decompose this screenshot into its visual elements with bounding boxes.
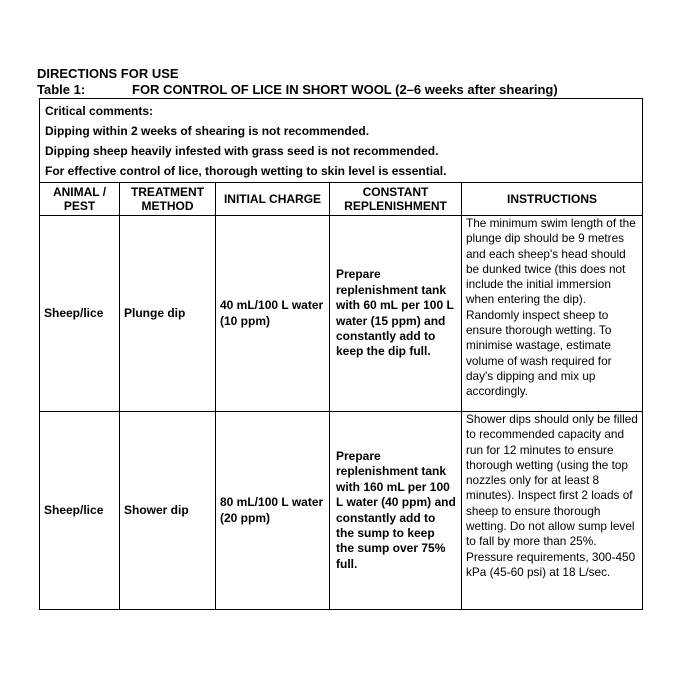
critical-comments: [40, 99, 643, 183]
critical-comment-line: Dipping within 2 weeks of shearing is not recommended.: [45, 124, 370, 138]
cell-treatment-method: Plunge dip: [120, 216, 216, 412]
cell-constant-replenishment: Prepare replenishment tank with 60 mL per 100 L water (15 ppm) and constantly add to keep the dip full.: [330, 216, 462, 412]
table-header-row: [40, 183, 643, 216]
cell-treatment-method: Shower dip: [120, 412, 216, 610]
cell-instructions: Shower dips should only be filled to recommended capacity and run for 12 minutes to ensure thorough wetting (using the top nozzles only for at least 8 minutes). Inspect first 2 loads of sheep to ensure thorough wetting. Do not allow sump level to fall by more than 25%. Pressure requirements, 300-450 kPa (45-60 psi) at 18 L/sec.: [462, 412, 643, 610]
cell-animal-pest: Sheep/lice: [40, 412, 120, 610]
column-header-instructions: INSTRUCTIONS: [462, 183, 643, 216]
column-header-initial-charge: INITIAL CHARGE: [216, 183, 330, 216]
cell-initial-charge: 40 mL/100 L water (10 ppm): [216, 216, 330, 412]
cell-constant-replenishment: Prepare replenishment tank with 160 mL per 100 L water (40 ppm) and constantly add to the sump to keep the sump over 75% full.: [330, 412, 462, 610]
table-row: [40, 216, 643, 412]
table-title: FOR CONTROL OF LICE IN SHORT WOOL (2–6 weeks after shearing): [132, 82, 558, 97]
critical-comment-line: For effective control of lice, thorough wetting to skin level is essential.: [45, 164, 447, 178]
column-header-animal-pest: ANIMAL / PEST: [40, 183, 120, 216]
column-header-treatment-method: TREATMENT METHOD: [120, 183, 216, 216]
critical-comment-line: Dipping sheep heavily infested with grass seed is not recommended.: [45, 144, 439, 158]
column-header-constant-replenishment: CONSTANT REPLENISHMENT: [330, 183, 462, 216]
cell-instructions: The minimum swim length of the plunge dip should be 9 metres and each sheep's head should be dunked twice (this does not include the initial immersion when entering the dip). Randomly inspect sheep to ensure thorough wetting. To minimise wastage, estimate volume of wash required for day's dipping and mix up accordingly.: [462, 216, 643, 412]
cell-initial-charge: 80 mL/100 L water (20 ppm): [216, 412, 330, 610]
critical-comments-title: Critical comments:: [45, 104, 154, 118]
cell-animal-pest: Sheep/lice: [40, 216, 120, 412]
document-heading: DIRECTIONS FOR USE: [37, 66, 179, 81]
table-label: Table 1:: [37, 82, 86, 97]
critical-comments-row: [40, 99, 643, 183]
table-row: [40, 412, 643, 610]
directions-table: [39, 98, 643, 610]
